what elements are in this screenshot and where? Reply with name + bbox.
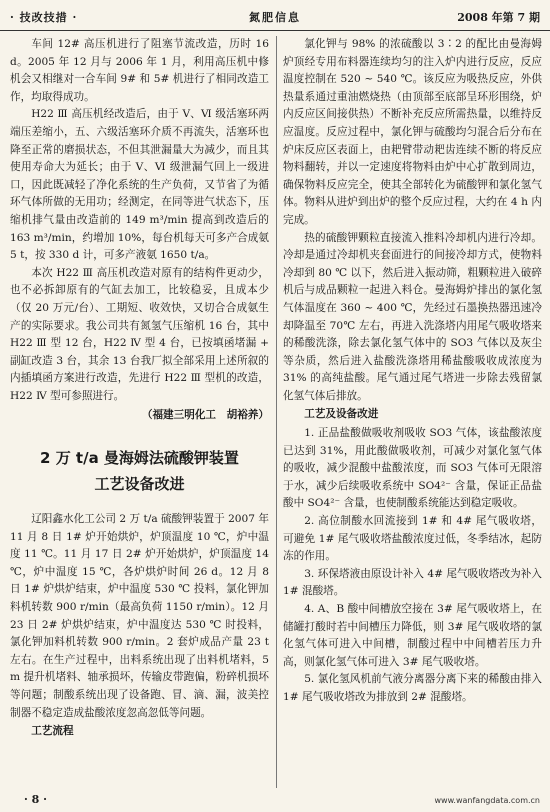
watermark-text: www.wanfangdata.com.cn xyxy=(434,796,540,805)
issue-label: 2008 年第 7 期 xyxy=(457,11,540,24)
section-heading: 工艺及设备改进 xyxy=(304,408,379,421)
section-label: · 技改技措 · xyxy=(10,11,78,24)
paragraph: 氯化钾与 98% 的浓硫酸以 3∶2 的配比由曼海姆炉顶经专用布料器连续均匀的注入炉内进行反应，反应温度控制在 520 ~ 540 ℃。该反应为吸热反应，外供热量系通过重油燃烧热（由顶部至底部呈环形围绕，炉内反应区间接供热）不断补充反应所需热量，以维持反应温度。反应过程中，氯化钾与硫酸均匀混合后分布在炉床反应区表面上，由耙臂带动耙齿连续不断的将反应物料翻转，并以一定速度将物料由炉中心扩散到周边，确保物料反应完全，使其全部转化为硫酸钾和氯化氢气体。物料从进炉到出炉的整个反应过程，大约在 4 h 内完成。 xyxy=(283,38,542,226)
column-divider xyxy=(276,36,277,788)
journal-name: 氮肥信息 xyxy=(249,11,301,24)
paragraph: 车间 12# 高压机进行了阻塞节流改造，历时 16 d。2005 年 12 月与 2006 年 1 月，利用高压机中修机会又相继对一合车间 9# 和 5# 机进行了相同改造工作，均取得成功。 xyxy=(10,38,269,103)
paragraph: 本次 H22 Ⅲ 高压机改造对原有的结构件更动少，也不必拆卸原有的气缸去加工，比较稳妥，且成本少（仅 20 万元/台）、工期短、收效快，又切合合成氨生产的实际要求。我公司共有氮氢气压缩机 16 台，其中 H22 Ⅲ 型 12 台，H22 Ⅳ 型 4 台，已按填函堵漏 + 副缸改造 3 台，其余 13 台我厂拟全部采用上述所叙的内插填函方案进行改造，先进行 H22 Ⅲ 型机的改造，H22 Ⅳ 型可参照进行。 xyxy=(10,266,269,402)
article-title-line: 2 万 t/a 曼海姆法硫酸钾装置 xyxy=(40,449,239,468)
page-number: · 8 · xyxy=(24,793,47,806)
list-item: 5. 氯化氢风机前气液分离器分离下来的稀酸由排入 1# 尾气吸收塔改为排放到 2# 混酸塔。 xyxy=(283,673,542,703)
paragraph: 热的硫酸钾颗粒直接流入推料冷却机内进行冷却。冷却是通过冷却机夹套面进行的间接冷却方式，使物料冷却到 80 ℃ 以下，然后进入振动筛，粗颗粒进入破碎机后与成品颗粒一起进入料仓。曼海姆炉排出的氯化氢气体温度在 360 ~ 400 ℃，先经过石墨换热器迅速冷却降温至 70℃ 左右，再进入洗涤塔内用尾气吸收塔来的稀酸洗涤，除去氯化氢气体中的 SO3 气体以及灰尘等杂质，然后进入盐酸洗涤塔用稀盐酸吸收成浓度为 31% 的高纯盐酸。尾气通过尾气塔进一步除去残留氯化氢气体后排放。 xyxy=(283,231,542,402)
list-item: 4. A、B 酸中间槽放空接在 3# 尾气吸收塔上，在储罐打酸时若中间槽压力降低，则 3# 尾气吸收塔的氯化氢气体可进入中间槽，制酸过程中中间槽若压力升高，则氯化氢气体可进入 3# 尾气吸收塔。 xyxy=(283,603,542,668)
article-title-line: 工艺设备改进 xyxy=(94,475,185,494)
right-column xyxy=(283,36,542,707)
list-item: 1. 正品盐酸做吸收剂吸收 SO3 气体，该盐酸浓度已达到 31%，用此酸做吸收剂，可减少对氯化氢气体的吸收，减少混酸中盐酸浓度，而 SO3 气体可无限溶于水，减少后续吸收系统中 SO4²⁻ 含量，保证正品盐酸中 SO4²⁻ 含量，也使制酸系统能达到稳定吸收。 xyxy=(283,427,542,510)
left-column xyxy=(10,36,269,742)
paragraph: 辽阳鑫水化工公司 2 万 t/a 硫酸钾装置于 2007 年 11 月 8 日 1# 炉开始烘炉，炉顶温度 10 ℃，炉中温度 11 ℃。11 月 17 日 2# 炉开始烘炉，炉顶温度 14 ℃，炉中温度 15 ℃，各炉烘炉时间 26 d。12 月 8 日 1# 炉烘炉结束，炉中温度 530 ℃ 投料，氯化钾加料机转数 900 r/min（最高负荷 1150 r/min）。12 月 23 日 2# 炉烘炉结束，炉中温度达 530 ℃ 时投料，氯化钾加料机转数 900 r/min。2 套炉成品产量 23 t 左右。在生产过程中，出料系统出现了出料机堵料，5 m 提升机堵料、轴承损坏，传输皮带跑偏，粉碎机损坏等问题；制酸系统出现了设备跑、冒、滴、漏，波美控制器不稳定造成盐酸浓度忽高忽低等问题。 xyxy=(10,513,269,719)
article-title xyxy=(10,445,269,497)
list-item: 2. 高位制酸水回流接到 1# 和 4# 尾气吸收塔，可避免 1# 尾气吸收塔盐酸浓度过低，冬季结冰，起防冻的作用。 xyxy=(283,515,542,563)
section-heading: 工艺流程 xyxy=(31,725,74,738)
list-item: 3. 环保塔液由原设计补入 4# 尾气吸收塔改为补入 1# 混酸塔。 xyxy=(283,567,542,598)
author-credit: （福建三明化工 胡裕养） xyxy=(141,409,269,422)
paragraph: H22 Ⅲ 高压机经改造后，由于 Ⅴ、Ⅵ 级活塞环两端压差缩小，五、六级活塞环介质不再流失，活塞环也降至正常的磨损状态，不但其泄漏量大为减少，而且其使用寿命大为延长；由于 Ⅴ、Ⅵ 级泄漏气回上一级进口，因此既减轻了净化系统的生产负荷，又节省了为循环气体所做的无用功；经测定，在同等进气状态下，压缩机排气量由改造前的 149 m³/min 提高到改造后的 163 m³/min，约增加 10%，每台机每天可多产合成氨 5 t，按 330 d 计，可多产液氨 1650 t/a。 xyxy=(10,108,269,262)
page-header xyxy=(0,0,550,31)
